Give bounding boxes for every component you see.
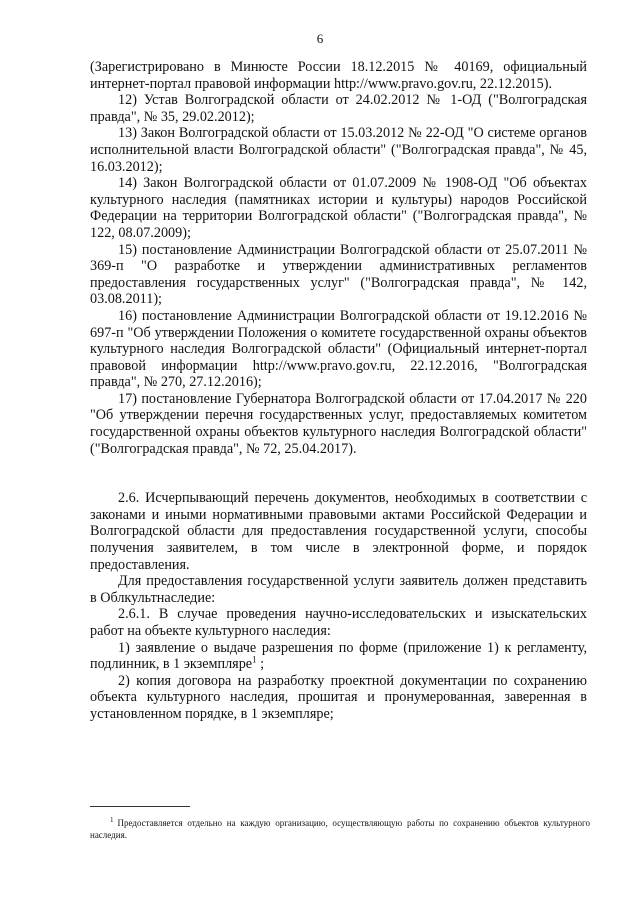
- document-body: [90, 59, 587, 723]
- footnote-reference: 1: [252, 654, 257, 665]
- list-item-15: 15) постановление Администрации Волгоградской области от 25.07.2011 № 369-п "О разработке и утверждении административных регламентов предоставления государственных услуг" ("Волгоградская правда", № 142, 03.08.2011);: [90, 241, 587, 308]
- list-item-13: 13) Закон Волгоградской области от 15.03.2012 № 22-ОД "О системе органов исполнительной власти Волгоградской области" ("Волгоградская правда", № 45, 16.03.2012);: [90, 125, 587, 175]
- list-item-14: 14) Закон Волгоградской области от 01.07.2009 № 1908-ОД "Об объектах культурного наследия (памятниках истории и культуры) народов Российской Федерации на территории Волгоградской области" ("Волгоградская правда", № 122, 08.07.2009);: [90, 175, 587, 241]
- list-item-16: 16) постановление Администрации Волгоградской области от 19.12.2016 № 697-п "Об утверждении Положения о комитете государственной охраны объектов культурного наследия Волгоградской области" (Официальный интернет-портал правовой информации http://www.pravo.gov.ru, 22.12.2016, "Волгоградская правда", № 270, 27.12.2016);: [90, 307, 587, 391]
- footnote-text: Предоставляется отдельно на каждую организацию, осуществляющую работы по сохранению объектов культурного наследия.: [90, 818, 590, 840]
- footnote-mark: 1: [110, 816, 114, 824]
- application-tail: ;: [256, 656, 265, 673]
- section-2-6: 2.6. Исчерпывающий перечень документов, необходимых в соответствии с законами и иными нормативными правовыми актами Российской Федерации и Волгоградской области для предоставления государственной услуги, способы получения заявителем, в том числе в электронной форме, и порядок предоставления.: [90, 490, 587, 573]
- footnote-divider: [90, 806, 190, 807]
- paragraph-registration: (Зарегистрировано в Минюсте России 18.12.2015 № 40169, официальный интернет-портал правовой информации http://www.pravo.gov.ru, 22.12.2015).: [90, 59, 587, 92]
- list-item-application: [90, 640, 587, 673]
- footnote: [90, 814, 590, 841]
- section-2-6-1: 2.6.1. В случае проведения научно-исследовательских и изыскательских работ на объекте культурного наследия:: [90, 606, 587, 639]
- list-item-contract-copy: 2) копия договора на разработку проектной документации по сохранению объекта культурного наследия, прошитая и пронумерованная, заверенная в установленном порядке, в 1 экземпляре;: [90, 672, 587, 722]
- application-text: 1) заявление о выдаче разрешения по форме (приложение 1) к регламенту, подлинник, в 1 экземпляре: [90, 639, 587, 673]
- list-item-12: 12) Устав Волгоградской области от 24.02.2012 № 1-ОД ("Волгоградская правда", № 35, 29.02.2012);: [90, 92, 587, 125]
- page-number: 6: [316, 31, 324, 46]
- list-item-17: 17) постановление Губернатора Волгоградской области от 17.04.2017 № 220 "Об утверждении перечня государственных услуг, предоставляемых комитетом государственной охраны объектов культурного наследия Волгоградской области" ("Волгоградская правда", № 72, 25.04.2017).: [90, 390, 587, 457]
- paragraph-applicant: Для предоставления государственной услуги заявитель должен представить в Облкультнаследие:: [90, 573, 587, 606]
